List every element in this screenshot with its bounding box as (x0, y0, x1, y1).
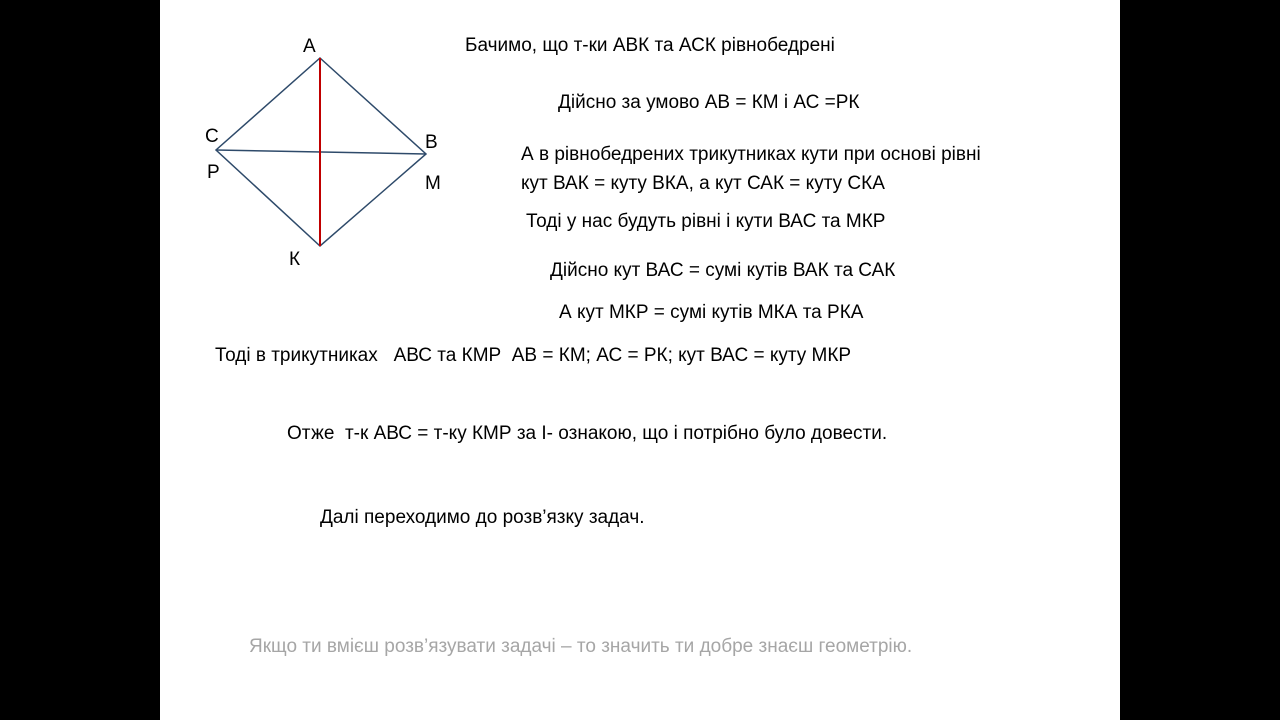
vertex-label-b: В (425, 132, 438, 153)
text-line-4: Тоді у нас будуть рівні і кути ВАС та МКР (526, 211, 886, 232)
vertex-label-p: Р (207, 162, 220, 183)
vertex-label-m: М (425, 173, 441, 194)
text-line-6: А кут МКР = сумі кутів МКА та РКА (559, 302, 864, 323)
text-line-8: Отже т-к АВС = т-ку КМР за І- ознакою, що і потрібно було довести. (287, 423, 888, 444)
vertex-label-c: С (205, 126, 219, 147)
text-line-3b: кут ВАК = куту ВКА, а кут САК = куту СКА (521, 173, 885, 194)
slide (160, 0, 1120, 720)
text-line-5: Дійсно кут ВАС = сумі кутів ВАК та САК (550, 260, 896, 281)
text-line-3a: А в рівнобедрених трикутниках кути при основі рівні (521, 144, 981, 165)
vertex-label-k: К (289, 249, 301, 270)
text-line-9: Далі переходимо до розв’язку задач. (320, 507, 645, 528)
text-line-7: Тоді в трикутниках АВС та КМР АВ = КМ; АС = РК; кут ВАС = куту МКР (215, 345, 852, 366)
rhombus-diagram (160, 0, 480, 290)
vertex-label-a: А (303, 36, 316, 57)
text-line-2: Дійсно за умово АВ = КМ і АС =РК (558, 92, 860, 113)
footer-motto: Якщо ти вмієш розв’язувати задачі – то значить ти добре знаєш геометрію. (249, 636, 913, 657)
text-line-1: Бачимо, що т-ки АВК та АСК рівнобедрені (465, 35, 835, 56)
